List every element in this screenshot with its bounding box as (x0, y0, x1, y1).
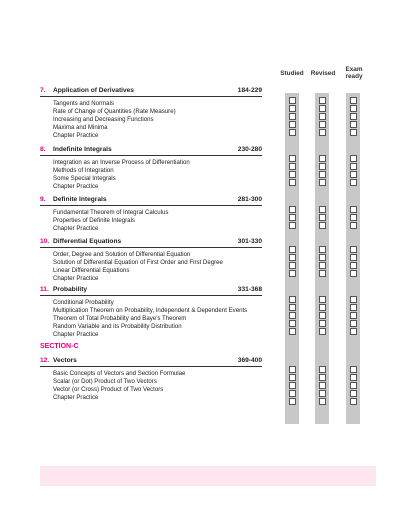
studied-checkbox[interactable] (289, 246, 296, 253)
section-label: SECTION-C (40, 343, 79, 350)
revised-checkbox[interactable] (319, 105, 326, 112)
chapter-header (40, 237, 262, 248)
studied-checkbox[interactable] (289, 121, 296, 128)
chapter-number: 9. (40, 196, 46, 203)
topic-item: Tangents and Normals (53, 100, 114, 107)
revised-checkbox[interactable] (319, 121, 326, 128)
revised-checkbox[interactable] (319, 129, 326, 136)
studied-checkbox[interactable] (289, 163, 296, 170)
topic-item: Maxima and Minima (53, 124, 108, 131)
exam-ready-checkbox[interactable] (350, 121, 357, 128)
chapter-pages: 369-400 (237, 357, 262, 364)
exam-ready-checkbox[interactable] (350, 163, 357, 170)
chapter-header (40, 285, 262, 296)
chapter-title: Definite Integrals (53, 196, 107, 203)
studied-checkbox[interactable] (289, 390, 296, 397)
topic-item: Solution of Differential Equation of First Order and First Degree (53, 259, 223, 266)
chapter-header (40, 195, 262, 206)
studied-checkbox[interactable] (289, 222, 296, 229)
studied-checkbox[interactable] (289, 155, 296, 162)
chapter-number: 7. (40, 87, 46, 94)
studied-checkbox[interactable] (289, 296, 296, 303)
topic-item: Chapter Practice (53, 183, 99, 190)
exam-ready-checkbox[interactable] (350, 179, 357, 186)
studied-checkbox[interactable] (289, 254, 296, 261)
exam-ready-checkbox[interactable] (350, 246, 357, 253)
revised-checkbox[interactable] (319, 270, 326, 277)
topic-item: Integration as an Inverse Process of Differentiation (53, 159, 190, 166)
exam-ready-checkbox[interactable] (350, 214, 357, 221)
topic-item: Chapter Practice (53, 225, 99, 232)
exam-ready-checkbox[interactable] (350, 105, 357, 112)
topic-item: Increasing and Decreasing Functions (53, 116, 154, 123)
chapter-title: Application of Derivatives (53, 87, 134, 94)
chapter-number: 12. (40, 357, 50, 364)
revised-checkbox[interactable] (319, 312, 326, 319)
chapter-title: Probability (53, 286, 88, 293)
revised-checkbox[interactable] (319, 254, 326, 261)
exam-ready-checkbox[interactable] (350, 254, 357, 261)
revised-checkbox[interactable] (319, 163, 326, 170)
exam-ready-checkbox[interactable] (350, 390, 357, 397)
topic-list (53, 251, 265, 283)
revised-checkbox[interactable] (319, 222, 326, 229)
studied-checkbox[interactable] (289, 366, 296, 373)
studied-checkbox[interactable] (289, 171, 296, 178)
revised-checkbox[interactable] (319, 398, 326, 405)
revised-checkbox[interactable] (319, 214, 326, 221)
chapter-pages: 331-368 (237, 286, 262, 293)
chapter-number: 11. (40, 286, 49, 293)
studied-checkbox[interactable] (289, 214, 296, 221)
studied-checkbox[interactable] (289, 320, 296, 327)
revised-checkbox[interactable] (319, 382, 326, 389)
studied-checkbox[interactable] (289, 206, 296, 213)
footer-band (40, 466, 376, 486)
exam-ready-checkbox[interactable] (350, 222, 357, 229)
chapter-12 (40, 356, 262, 401)
exam-ready-checkbox[interactable] (350, 304, 357, 311)
exam-ready-checkbox[interactable] (350, 270, 357, 277)
revised-checkbox[interactable] (319, 246, 326, 253)
studied-checkbox[interactable] (289, 129, 296, 136)
column-header-exam-ready: Exam ready (345, 66, 363, 80)
chapter-header (40, 86, 262, 97)
topic-item: Chapter Practice (53, 132, 99, 139)
topic-item: Some Special Integrals (53, 175, 116, 182)
chapter-11 (40, 285, 262, 338)
revised-checkbox[interactable] (319, 320, 326, 327)
topic-item: Methods of Integration (53, 167, 114, 174)
exam-ready-checkbox[interactable] (350, 398, 357, 405)
exam-ready-checkbox[interactable] (350, 366, 357, 373)
exam-ready-checkbox[interactable] (350, 382, 357, 389)
revised-checkbox[interactable] (319, 179, 326, 186)
exam-ready-checkbox[interactable] (350, 171, 357, 178)
topic-item: Vector (or Cross) Product of Two Vectors (53, 386, 164, 393)
studied-checkbox[interactable] (289, 374, 296, 381)
topic-item: Basic Concepts of Vectors and Section Formulae (53, 370, 186, 377)
topic-item: Linear Differential Equations (53, 267, 130, 274)
chapter-title: Differential Equations (53, 238, 122, 245)
studied-checkbox[interactable] (289, 97, 296, 104)
studied-checkbox[interactable] (289, 270, 296, 277)
revised-checkbox[interactable] (319, 390, 326, 397)
chapter-title: Vectors (53, 357, 77, 364)
chapter-10 (40, 237, 262, 282)
revised-checkbox[interactable] (319, 262, 326, 269)
chapter-7 (40, 86, 262, 139)
revised-checkbox[interactable] (319, 328, 326, 335)
topic-item: Chapter Practice (53, 394, 99, 401)
chapter-8 (40, 145, 262, 190)
exam-ready-checkbox[interactable] (350, 312, 357, 319)
exam-ready-checkbox[interactable] (350, 113, 357, 120)
exam-ready-checkbox[interactable] (350, 129, 357, 136)
exam-ready-checkbox[interactable] (350, 320, 357, 327)
studied-checkbox[interactable] (289, 105, 296, 112)
studied-checkbox[interactable] (289, 312, 296, 319)
topic-list (53, 159, 265, 191)
chapter-header (40, 356, 262, 367)
chapter-number: 10. (40, 238, 50, 245)
topic-item: Conditional Probability (53, 299, 114, 306)
chapter-9 (40, 195, 262, 232)
studied-checkbox[interactable] (289, 113, 296, 120)
column-header-studied: Studied (280, 70, 304, 77)
revised-checkbox[interactable] (319, 374, 326, 381)
revised-checkbox[interactable] (319, 171, 326, 178)
topic-item: Chapter Practice (53, 275, 99, 282)
exam-ready-checkbox[interactable] (350, 97, 357, 104)
topic-item: Properties of Definite Integrals (53, 217, 135, 224)
revised-checkbox[interactable] (319, 155, 326, 162)
topic-item: Scalar (or Dot) Product of Two Vectors (53, 378, 157, 385)
chapter-pages: 301-330 (237, 238, 262, 245)
chapter-pages: 281-300 (237, 196, 262, 203)
studied-checkbox[interactable] (289, 179, 296, 186)
topic-item: Rate of Change of Quantities (Rate Measure) (53, 108, 176, 115)
column-header-revised: Revised (310, 70, 336, 77)
studied-checkbox[interactable] (289, 398, 296, 405)
topic-item: Random Variable and its Probability Distribution (53, 323, 182, 330)
exam-ready-checkbox[interactable] (350, 206, 357, 213)
chapter-pages: 184-229 (237, 87, 262, 94)
topic-item: Order, Degree and Solution of Differential Equation (53, 251, 191, 258)
topic-list (53, 100, 265, 140)
exam-ready-checkbox[interactable] (350, 155, 357, 162)
revised-checkbox[interactable] (319, 97, 326, 104)
topic-item: Chapter Practice (53, 331, 99, 338)
revised-checkbox[interactable] (319, 304, 326, 311)
exam-ready-checkbox[interactable] (350, 374, 357, 381)
revised-checkbox[interactable] (319, 296, 326, 303)
topic-item: Multiplication Theorem on Probability, Independent & Dependent Events (53, 307, 248, 314)
studied-checkbox[interactable] (289, 328, 296, 335)
chapter-pages: 230-280 (237, 146, 262, 153)
chapter-title: Indefinite Integrals (53, 146, 112, 153)
revised-checkbox[interactable] (319, 206, 326, 213)
chapter-header (40, 145, 262, 156)
revised-checkbox[interactable] (319, 366, 326, 373)
topic-list (53, 370, 265, 402)
exam-ready-checkbox[interactable] (350, 296, 357, 303)
topic-item: Fundamental Theorem of Integral Calculus (53, 209, 169, 216)
revised-checkbox[interactable] (319, 113, 326, 120)
exam-ready-checkbox[interactable] (350, 328, 357, 335)
studied-checkbox[interactable] (289, 304, 296, 311)
chapter-number: 8. (40, 146, 46, 153)
topic-list (53, 209, 265, 233)
exam-ready-checkbox[interactable] (350, 262, 357, 269)
topic-list (53, 299, 265, 339)
studied-checkbox[interactable] (289, 262, 296, 269)
studied-checkbox[interactable] (289, 382, 296, 389)
topic-item: Theorem of Total Probability and Baye's Theorem (53, 315, 187, 322)
